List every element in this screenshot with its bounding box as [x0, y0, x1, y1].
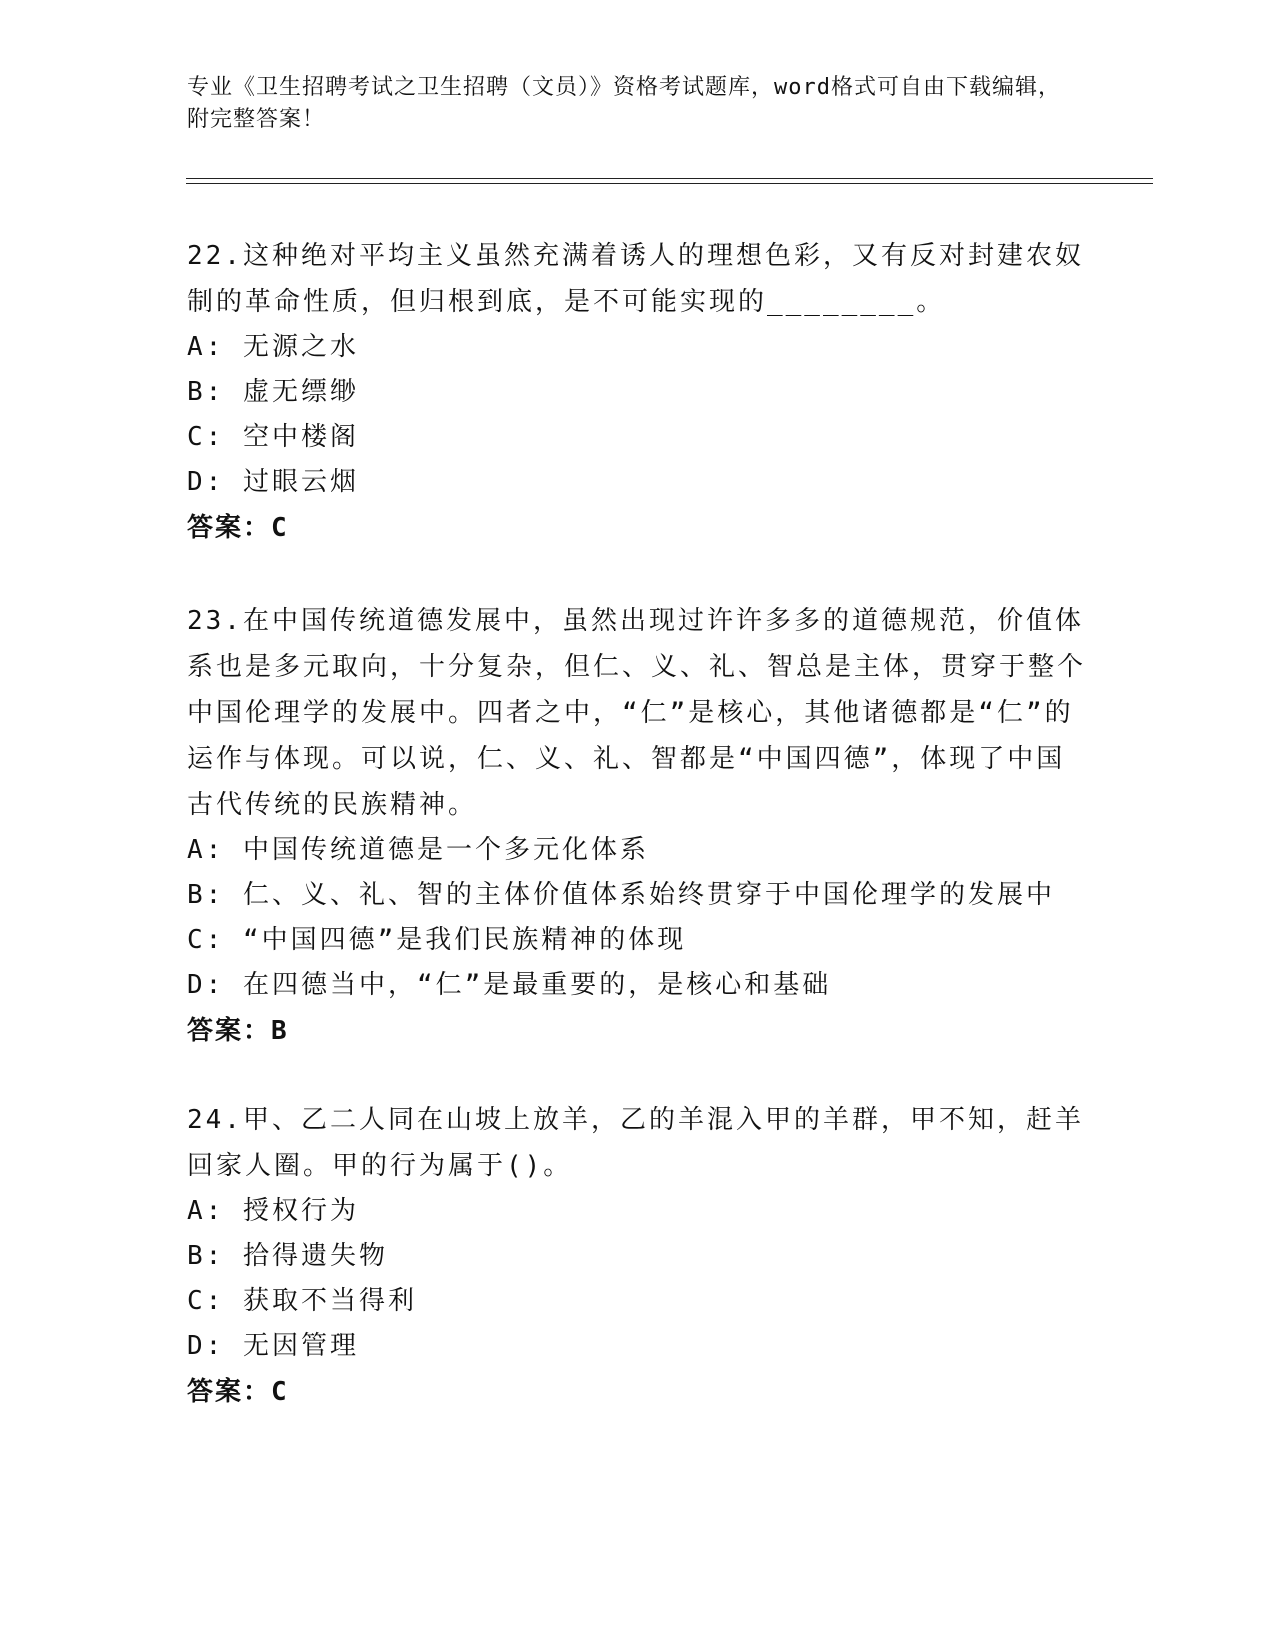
answer: 答案：B — [187, 1016, 289, 1046]
option-d: D: 过眼云烟 — [187, 467, 359, 497]
question-stem: 23.在中国传统道德发展中，虽然出现过许许多多的道德规范，价值体系也是多元取向，十分复杂，但仁、义、礼、智总是主体，贯穿于整个中国伦理学的发展中。四者之中，“仁”是核心，其他诸德都是“仁”的运作与体现。可以说，仁、义、礼、智都是“中国四德”，体现了中国古代传统的民族精神。 — [187, 606, 1087, 820]
option-b: B: 拾得遗失物 — [187, 1241, 388, 1271]
question-22 — [187, 233, 1087, 551]
document-header: 专业《卫生招聘考试之卫生招聘（文员）》资格考试题库，word格式可自由下载编辑，附完整答案！ — [187, 75, 1061, 132]
header-rule-top — [186, 178, 1153, 179]
option-a: A: 无源之水 — [187, 332, 359, 362]
option-d: D: 无因管理 — [187, 1331, 359, 1361]
option-a: A: 授权行为 — [187, 1196, 359, 1226]
option-c: C: “中国四德”是我们民族精神的体现 — [187, 925, 687, 955]
option-b: B: 仁、义、礼、智的主体价值体系始终贯穿于中国伦理学的发展中 — [187, 880, 1055, 910]
question-stem: 24.甲、乙二人同在山坡上放羊，乙的羊混入甲的羊群，甲不知，赶羊回家人圈。甲的行为属于()。 — [187, 1105, 1084, 1181]
question-stem: 22.这种绝对平均主义虽然充满着诱人的理想色彩，又有反对封建农奴制的革命性质，但归根到底，是不可能实现的________。 — [187, 241, 1084, 317]
header-rule-bottom — [186, 183, 1153, 184]
option-c: C: 获取不当得利 — [187, 1286, 417, 1316]
answer: 答案：C — [187, 513, 289, 543]
answer: 答案：C — [187, 1377, 289, 1407]
option-c: C: 空中楼阁 — [187, 422, 359, 452]
question-23 — [187, 598, 1087, 1054]
option-b: B: 虚无缥缈 — [187, 377, 359, 407]
question-24 — [187, 1097, 1087, 1415]
option-d: D: 在四德当中，“仁”是最重要的，是核心和基础 — [187, 970, 832, 1000]
option-a: A: 中国传统道德是一个多元化体系 — [187, 835, 649, 865]
